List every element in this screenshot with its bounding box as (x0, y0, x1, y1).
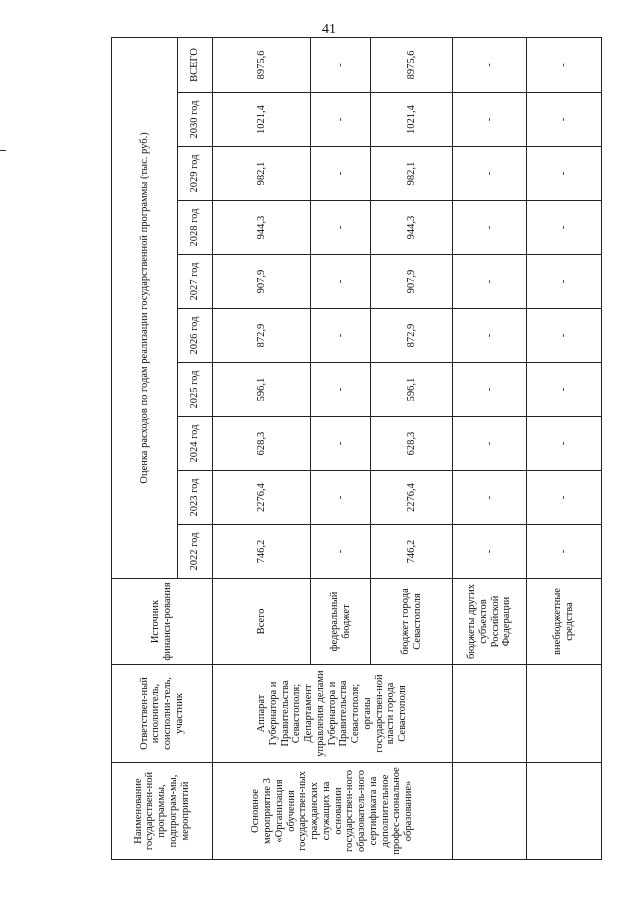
value-cell: 2276,4 (213, 471, 311, 525)
value-cell: - (453, 309, 527, 363)
value-cell: - (527, 417, 602, 471)
page-number: 41 (322, 22, 336, 37)
value-cell: - (527, 525, 602, 579)
value-cell: - (311, 363, 371, 417)
table-row (213, 37, 311, 859)
table-row (527, 37, 602, 859)
value-cell: - (453, 363, 527, 417)
value-cell: - (453, 417, 527, 471)
header-responsible: Ответствен-ный исполнитель, соисполни-тель, участник (112, 665, 213, 763)
header-row (112, 37, 178, 859)
value-cell: 907,9 (213, 255, 311, 309)
source-cell: Всего (213, 579, 311, 665)
value-cell: - (311, 147, 371, 201)
value-cell: - (527, 309, 602, 363)
responsible-cell: Аппарат Губернатора и Правительства Севастополя; Департамент управления делами Губернатора и Правительства Севастополя; органы государствен-ной власти города Севастополя (213, 665, 453, 763)
source-cell: внебюджетные средства (527, 579, 602, 665)
rotated-table-container (111, 48, 601, 860)
value-cell: - (527, 93, 602, 147)
value-cell: 746,2 (213, 525, 311, 579)
value-cell: 2276,4 (371, 471, 453, 525)
source-cell: федеральный бюджет (311, 579, 371, 665)
total-cell: 8975,6 (371, 37, 453, 92)
value-cell: - (527, 255, 602, 309)
event-name-cell: Основное мероприятие 3 «Организация обучения государствен-ных гражданских служащих на основании государствен-ного образователь-ного сертификата на дополнительное профес-сиональное образование» (213, 763, 453, 860)
empty-cell (453, 665, 527, 763)
value-cell: - (311, 525, 371, 579)
value-cell: 628,3 (371, 417, 453, 471)
value-cell: - (527, 471, 602, 525)
empty-cell (527, 665, 602, 763)
value-cell: - (311, 471, 371, 525)
year-header: 2026 год (178, 309, 213, 363)
value-cell: - (527, 147, 602, 201)
total-cell: - (311, 37, 371, 92)
header-estimate: Оценка расходов по годам реализации государственной программы (тыс. руб.) (112, 37, 178, 578)
budget-table (111, 37, 602, 860)
header-name: Наименование государствен-ной программы, подпрограм-мы, мероприятий (112, 763, 213, 860)
value-cell: - (453, 93, 527, 147)
value-cell: - (311, 93, 371, 147)
value-cell: 872,9 (213, 309, 311, 363)
empty-cell (453, 763, 527, 860)
value-cell: 1021,4 (371, 93, 453, 147)
value-cell: - (453, 201, 527, 255)
year-header: 2028 год (178, 201, 213, 255)
year-header: 2029 год (178, 147, 213, 201)
source-cell: бюджет города Севастополя (371, 579, 453, 665)
year-header: 2024 год (178, 417, 213, 471)
value-cell: - (311, 255, 371, 309)
value-cell: 944,3 (213, 201, 311, 255)
year-header: 2025 год (178, 363, 213, 417)
value-cell: - (311, 417, 371, 471)
value-cell: 596,1 (213, 363, 311, 417)
value-cell: 628,3 (213, 417, 311, 471)
year-header: 2030 год (178, 93, 213, 147)
total-cell: - (453, 37, 527, 92)
value-cell: 596,1 (371, 363, 453, 417)
value-cell: 982,1 (371, 147, 453, 201)
value-cell: - (453, 471, 527, 525)
source-cell: бюджеты других субъектов Российской Федерации (453, 579, 527, 665)
empty-cell (527, 763, 602, 860)
value-cell: 872,9 (371, 309, 453, 363)
value-cell: - (453, 525, 527, 579)
header-source: Источник финанси-рования (112, 579, 213, 665)
value-cell: 746,2 (371, 525, 453, 579)
value-cell: 944,3 (371, 201, 453, 255)
value-cell: 982,1 (213, 147, 311, 201)
table-row (453, 37, 527, 859)
value-cell: 907,9 (371, 255, 453, 309)
year-header: 2022 год (178, 525, 213, 579)
value-cell: - (527, 363, 602, 417)
total-header: ВСЕГО (178, 37, 213, 92)
value-cell: - (527, 201, 602, 255)
value-cell: - (311, 201, 371, 255)
total-cell: 8975,6 (213, 37, 311, 92)
value-cell: - (453, 255, 527, 309)
value-cell: 1021,4 (213, 93, 311, 147)
total-cell: - (527, 37, 602, 92)
value-cell: - (311, 309, 371, 363)
year-header: 2027 год (178, 255, 213, 309)
year-header: 2023 год (178, 471, 213, 525)
margin-mark (0, 150, 6, 151)
value-cell: - (453, 147, 527, 201)
